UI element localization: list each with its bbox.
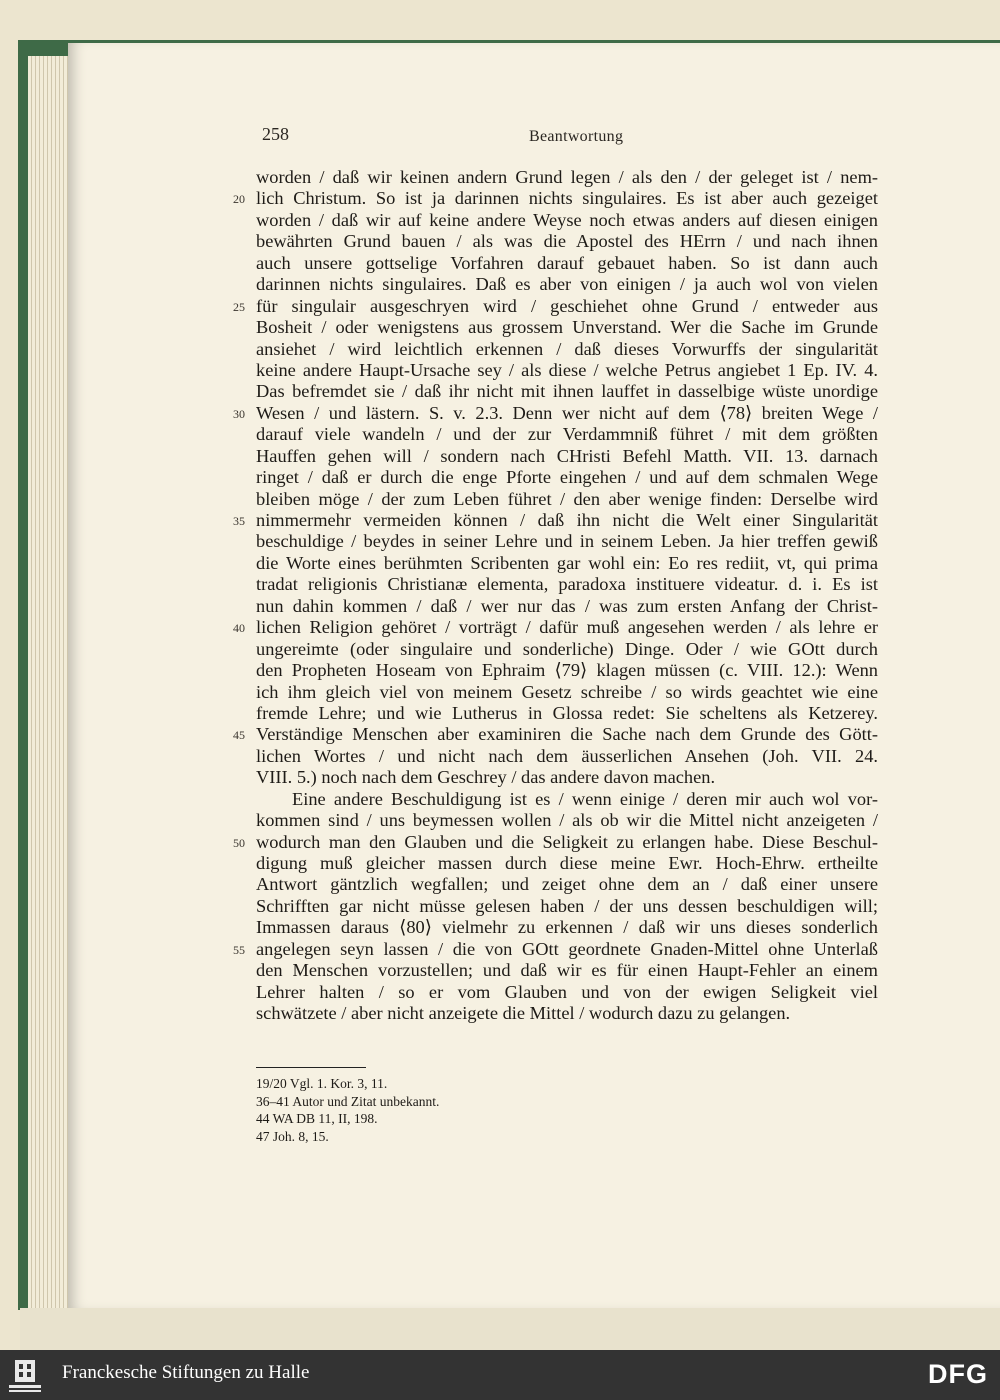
line-text: darauf viele wandeln / und der zur Verdammniß führet / mit dem größten [256,424,878,445]
text-line [256,167,878,188]
text-line [233,724,878,745]
footnote: 47 Joh. 8, 15. [256,1128,329,1144]
line-text: bewährten Grund bauen / als was die Apostel des HErrn / und nach ihnen [256,231,878,252]
text-line [256,896,878,917]
dfg-logo: DFG [928,1359,988,1389]
line-number: 30 [233,406,245,421]
text-line [256,874,878,895]
line-text: fremde Lehre; und wie Lutherus in Glossa redet: Sie scheltens als Ketzerey. [256,702,878,723]
text-line [256,210,878,231]
line-text: lichen Wortes / und nicht nach dem äusserlichen Ansehen (Joh. VII. 24. [256,745,878,766]
text-line [256,489,878,510]
line-text: ungereimte (oder singulaire und sonderliche) Dinge. Oder / wie GOtt durch [256,638,878,659]
text-line [256,982,878,1003]
line-number: 40 [233,621,245,636]
line-text: VIII. 5.) noch nach dem Geschrey / das andere davon machen. [256,767,716,788]
text-line [256,682,878,703]
page-number: 258 [262,124,289,144]
franckesche-stiftungen-logo [7,1358,43,1394]
text-line [256,381,878,402]
text-line [256,424,878,445]
line-text: den Propheten Hoseam von Ephraim ⟨79⟩ klagen müssen (c. VIII. 12.): Wenn [256,660,878,681]
text-line [256,746,878,767]
line-text: Schrifften gar nicht müsse gelesen haben / der uns dessen beschuldigen will; [256,895,878,916]
text-line [233,938,878,960]
line-text: beschuldige / beydes in seiner Lehre und in seinem Leben. Ja hier treffen gewiß [256,531,878,552]
line-text: Wesen / und lästern. S. v. 2.3. Denn wer nicht auf dem ⟨78⟩ breiten Wege / [256,402,878,423]
line-text: schwätzete / aber nicht anzeigete die Mittel / wodurch dazu zu gelangen. [256,1003,791,1024]
text-line [233,402,878,424]
text-line [256,810,878,831]
text-line [256,767,878,788]
footnote: 19/20 Vgl. 1. Kor. 3, 11. [256,1076,388,1091]
line-text: Hauffen gehen will / sondern nach CHristi Befehl Matth. VII. 13. darnach [256,445,878,466]
line-text: lichen Religion gehöret / vorträgt / dafür muß angesehen werden / als lehre er [256,617,878,638]
line-text: lich Christum. So ist ja darinnen nichts singulaires. Es ist aber auch gezeiget [256,188,878,209]
line-text: Lehrer halten / so er vom Glauben und von der ewigen Seligkeit viel [256,981,878,1002]
line-text: kommen sind / uns beymessen wollen / als ob wir die Mittel nicht anzeigeten / [256,810,878,831]
line-text: Eine andere Beschuldigung ist es / wenn einige / deren mir auch wol vor- [292,788,878,809]
text-line [256,789,878,810]
line-text: ansiehet / wird leichtlich erkennen / daß dieses Vorwurffs der singularität [256,338,878,359]
footnote: 44 WA DB 11, II, 198. [256,1111,378,1126]
text-line [256,853,878,874]
text-line [256,703,878,724]
text-line [256,553,878,574]
text-line [233,617,878,638]
text-line [256,1003,878,1024]
text-line [233,188,878,209]
body-text [233,167,878,1025]
page-bottom-edge [20,1308,1000,1350]
line-number: 20 [233,192,245,207]
line-text: Das befremdet sie / daß ihr nicht mit ihnen lauffet in dasselbige wüste unordige [256,381,878,402]
line-number: 25 [233,299,245,314]
line-text: auch unsere gottselige Vorfahren darauf gebauet haben. So ist dann auch [256,252,878,273]
footer-bar [0,1350,1000,1400]
text-line [256,574,878,595]
footnotes [256,1075,439,1145]
line-text: worden / daß wir auf keine andere Weyse noch etwas anders auf diesen einigen [256,209,878,230]
text-line [256,639,878,660]
line-number: 35 [233,514,245,528]
line-number: 55 [233,942,245,957]
text-line [256,446,878,467]
line-text: die Worte eines berühmten Scribenten gar wohl ein: Eo res rediit, vt, qui prima [256,552,878,573]
text-line [256,317,878,338]
institution-name: Franckesche Stiftungen zu Halle [62,1362,310,1383]
text-line [256,596,878,617]
line-text: keine andere Haupt-Ursache sey / als diese / welche Petrus angiebet 1 Ep. IV. 4. [256,359,878,380]
line-text: den Menschen vorzustellen; und daß wir es für einen Haupt-Fehler an einem [256,960,878,981]
text-line [256,274,878,295]
footnote-rule [256,1067,366,1068]
line-text: wodurch man den Glauben und die Seligkeit zu erlangen habe. Diese Beschul- [256,831,878,852]
line-text: Immassen daraus ⟨80⟩ vielmehr zu erkennen / daß wir uns dieses sonderlich [256,917,878,938]
footnote: 36–41 Autor und Zitat unbekannt. [256,1093,440,1109]
line-text: bleiben möge / der zum Leben führet / den aber wenige finden: Derselbe wird [256,488,878,509]
text-line [233,831,878,853]
text-line [256,231,878,252]
text-line [256,531,878,552]
text-line [256,960,878,981]
text-line [256,253,878,274]
line-text: ringet / daß er durch die enge Pforte eingehen / und auf dem schmalen Wege [256,467,878,488]
line-text: für singulair ausgeschryen wird / geschiehet ohne Grund / entweder aus [256,295,878,316]
text-line [256,660,878,681]
text-line [256,917,878,938]
line-text: ich ihm gleich viel von meinem Gesetz schreibe / so wirds geachtet wie eine [256,681,878,702]
line-number: 45 [233,728,245,743]
text-line [256,339,878,360]
line-text: Bosheit / oder wenigstens aus grossem Unverstand. Wer die Sache im Grunde [256,317,878,338]
line-text: Antwort gäntzlich wegfallen; und zeiget ohne dem an / daß einer unsere [256,874,878,895]
line-text: nun dahin kommen / daß / wer nur das / was zum ersten Anfang der Christ- [256,595,878,616]
line-text: worden / daß wir keinen andern Grund legen / als den / der geleget ist / nem- [256,167,878,187]
text-line [256,360,878,381]
text-line [256,467,878,488]
line-text: Verständige Menschen aber examiniren die Sache nach dem Grunde des Gött- [256,724,878,745]
text-line [233,295,878,317]
text-line [233,510,878,531]
line-text: angelegen seyn lassen / die von GOtt geordnete Gnaden-Mittel ohne Unterlaß [256,938,878,959]
running-head: Beantwortung [529,128,624,145]
line-number: 50 [233,835,245,850]
line-text: nimmermehr vermeiden können / daß ihn nicht die Welt einer Singularität [256,510,878,530]
line-text: tradat religionis Christianæ elementa, paradoxa instituere videatur. d. i. Es ist [256,574,878,595]
line-text: digung muß gleicher massen durch diese meine Ewr. Hoch-Ehrw. ertheilte [256,853,878,873]
line-text: darinnen nichts singulaires. Daß es aber von einigen / ja auch wol von vielen [256,274,878,295]
